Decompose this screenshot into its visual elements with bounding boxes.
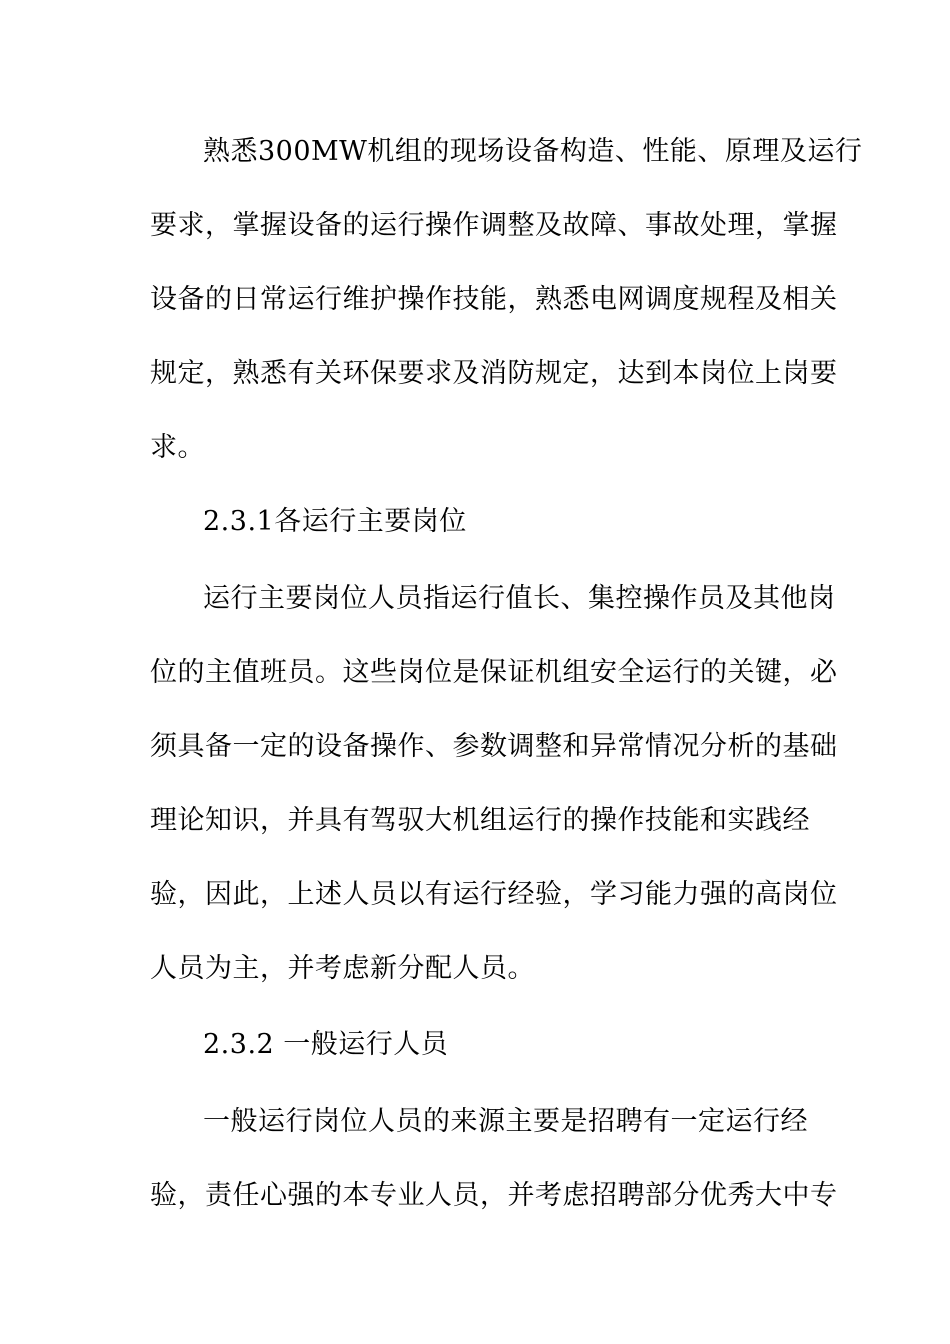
paragraph-line: 求。 [150, 432, 205, 463]
paragraph-line: 设备的日常运行维护操作技能，熟悉电网调度规程及相关 [150, 284, 838, 315]
paragraph-line: 验，责任心强的本专业人员，并考虑招聘部分优秀大中专 [150, 1180, 838, 1211]
paragraph-line: 须具备一定的设备操作、参数调整和异常情况分析的基础 [150, 731, 838, 762]
paragraph-line: 运行主要岗位人员指运行值长、集控操作员及其他岗 [203, 583, 836, 614]
paragraph-line: 一般运行岗位人员的来源主要是招聘有一定运行经 [203, 1106, 808, 1137]
paragraph-line: 位的主值班员。这些岗位是保证机组安全运行的关键，必 [150, 657, 838, 688]
paragraph-line: 验，因此，上述人员以有运行经验，学习能力强的高岗位 [150, 879, 838, 910]
paragraph-line: 熟悉300MW机组的现场设备构造、性能、原理及运行 [203, 136, 863, 167]
paragraph-line: 理论知识，并具有驾驭大机组运行的操作技能和实践经 [150, 805, 810, 836]
section-heading-2-3-2: 2.3.2 一般运行人员 [203, 1029, 449, 1060]
paragraph-line: 人员为主，并考虑新分配人员。 [150, 953, 535, 984]
paragraph-line: 要求，掌握设备的运行操作调整及故障、事故处理，掌握 [150, 210, 838, 241]
section-heading-2-3-1: 2.3.1各运行主要岗位 [203, 506, 467, 537]
paragraph-line: 规定，熟悉有关环保要求及消防规定，达到本岗位上岗要 [150, 358, 838, 389]
